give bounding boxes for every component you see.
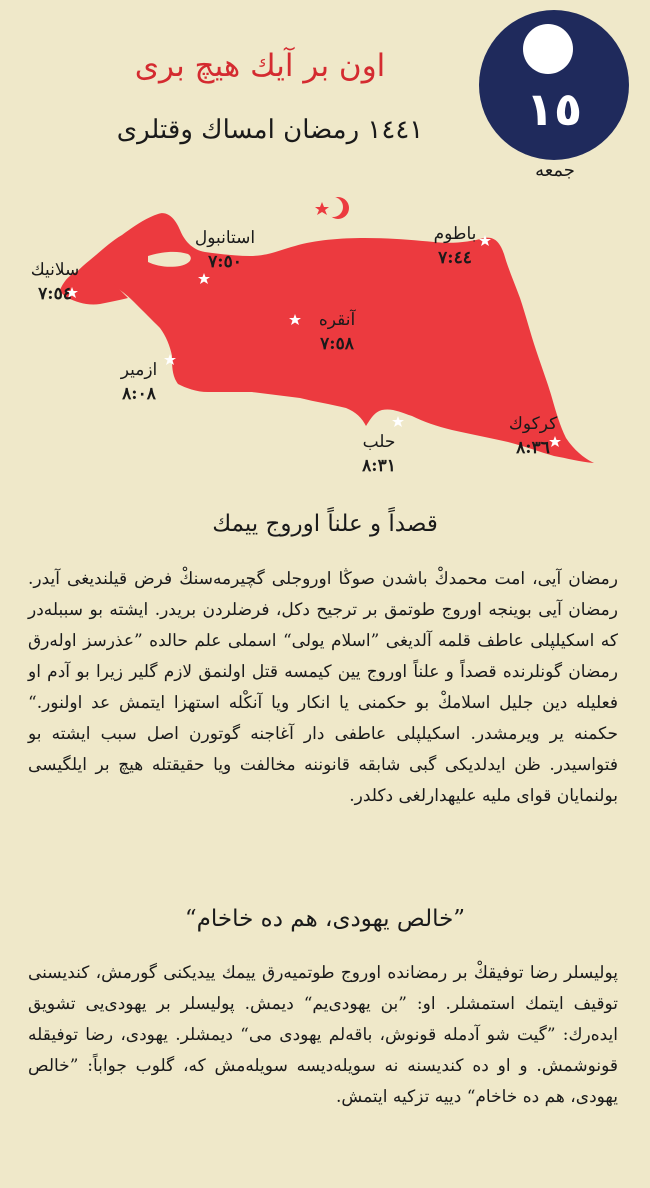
city-time: ٧:٤٤ (438, 248, 472, 268)
page-subtitle: ١٤٤١ رمضان امساك وقتلری (116, 115, 424, 145)
page-title: اون بر آیك هیچ بری (134, 48, 386, 84)
city-name: سلانیك (30, 260, 80, 280)
section-heading: ”خالص یهودی، هم ده خاخام“ (184, 906, 466, 932)
city-time: ٧:٥٤ (38, 284, 72, 304)
city-name: ازمیر (120, 360, 158, 380)
section-heading: قصداً و علناً اوروج ییمك (212, 511, 438, 537)
city-label-ankara (282, 308, 392, 356)
crescent-star-icon (315, 197, 349, 219)
city-time: ٧:٥٠ (208, 252, 242, 272)
city-time: ٨:٣١ (362, 456, 396, 476)
city-label-istanbul (170, 226, 280, 274)
city-label-selanik (0, 258, 110, 306)
city-time: ٨:٣٦ (516, 438, 550, 458)
city-name: حلب (362, 432, 396, 452)
day-badge (479, 10, 629, 160)
city-label-halep (324, 430, 434, 478)
city-name: باطوم (433, 224, 477, 244)
city-star-halep (392, 416, 404, 427)
city-time: ٧:٥٨ (320, 334, 354, 354)
city-label-batum (400, 222, 510, 270)
city-label-izmir (84, 358, 194, 406)
city-time: ٨:٠٨ (122, 384, 156, 404)
section-body: پولیسلر رضا توفیقكْ بر رمضانده اوروج طوتمیەرق ییمك ییدیكنی گورمش، كندیسنی توقیف ایتمك استمشلر. او: ”بن یهودی‌یم“ دیمش. پولیسلر بر یهودی‌یی تشویق ایدەرك: ”گیت شو آدمله قونوش، باقەلم یهودی می“ دیمشلر. یهودی، رضا توفیقله قونوشمش. و او ده كندیسنه نه سویلەدیسه سویلەمش كه، گلوب جواباً: ”خالص یهودی، هم ده خاخام“ دییه تزكیه ایتمش. (28, 963, 618, 1107)
day-number: ١٥ (525, 82, 583, 136)
city-name: آنقره (318, 310, 356, 330)
day-name: جمعه (535, 160, 575, 181)
city-name: كركوك (508, 414, 558, 434)
full-moon-icon (523, 24, 573, 74)
ottoman-map (0, 180, 650, 500)
city-name: استانبول (194, 228, 256, 248)
city-label-kerkuk (478, 412, 588, 460)
section-body: رمضان آیی، امت محمدكْ باشدن صوڭا اوروجلی گچیرمەسنكْ فرض قیلندیغی آیدر. رمضان آیی بوینجه اوروج طوتمق بر ترجیح دكل، فرضلردن بریدر. ایشته بو سببلەدر كه اسكیلپلی عاطف قلمه آلدیغی ”اسلام یولی“ اسملی علم حالده ”عذرسز اولەرق رمضان گونلرنده قصداً و علناً اوروج یین كیمسه قتل اولنمق لازم گلیر زیرا بو آدم او فعلیله دین جلیل اسلامكْ بو حكمنی یا انكار ویا آنكْله استهزا ایتمش عد اولنور.“ حكمنه یر ویرمشدر. اسكیلپلی عاطفی دار آغاجنه گوتورن اصل سبب ایشته بو فتواسیدر. ظن ایدلدیكی گبی شابقه قانوننه مخالفت ویا حقیقتله هیچ بر ایلگیسی بولنمایان قوای ملیه علیهدارلغی دكلدر. (28, 569, 618, 806)
